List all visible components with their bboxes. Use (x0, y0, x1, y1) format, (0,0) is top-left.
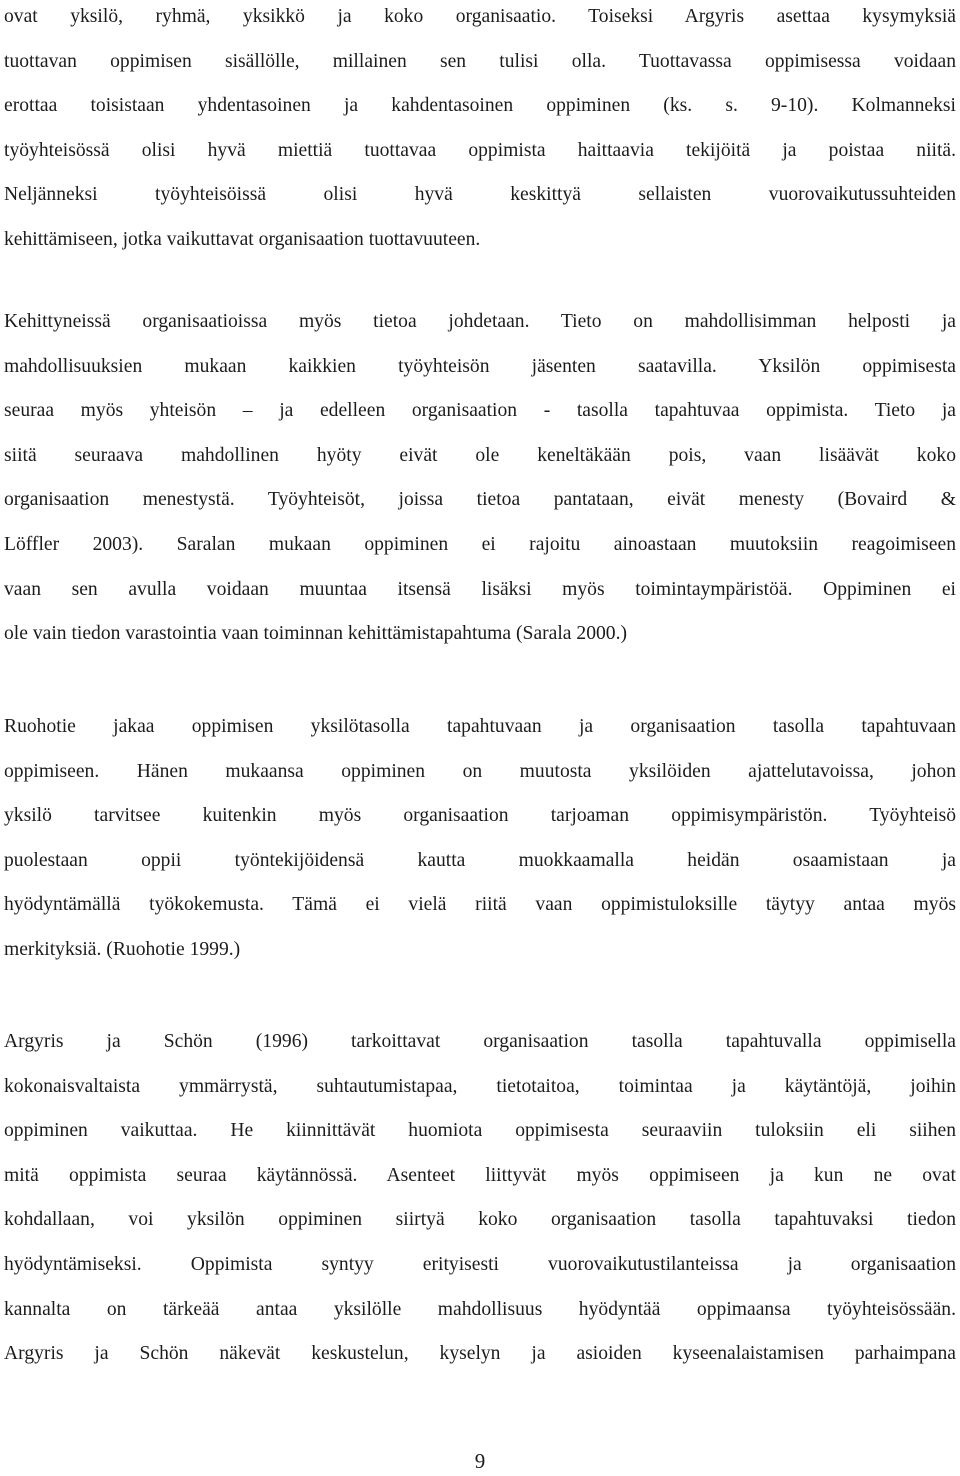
text-line: kannalta on tärkeää antaa yksilölle mahdollisuus hyödyntää oppimaansa työyhteisössään. (4, 1298, 956, 1320)
text-line: siitä seuraava mahdollinen hyöty eivät ole keneltäkään pois, vaan lisäävät koko (4, 444, 956, 466)
text-line: seuraa myös yhteisön – ja edelleen organisaation - tasolla tapahtuvaa oppimista. Tieto ja (4, 400, 956, 422)
text-line: oppimiseen. Hänen mukaansa oppiminen on muutosta yksilöiden ajattelutavoissa, johon (4, 760, 956, 782)
text-line: erottaa toisistaan yhdentasoinen ja kahdentasoinen oppiminen (ks. s. 9-10). Kolmanneksi (4, 95, 956, 117)
text-line: työyhteisössä olisi hyvä miettiä tuottavaa oppimista haittaavia tekijöitä ja poistaa niitä. (4, 139, 956, 161)
text-line: mitä oppimista seuraa käytännössä. Asenteet liittyvät myös oppimiseen ja kun ne ovat (4, 1164, 956, 1186)
page-number: 9 (474, 1449, 486, 1473)
text-line: ovat yksilö, ryhmä, yksikkö ja koko organisaatio. Toiseksi Argyris asettaa kysymyksiä (4, 6, 956, 27)
text-line: vaan sen avulla voidaan muuntaa itsensä lisäksi myös toimintaympäristöä. Oppiminen ei (4, 578, 956, 600)
text-line: merkityksiä. (Ruohotie 1999.) (4, 938, 241, 960)
text-line: hyödyntämiseksi. Oppimista syntyy erityisesti vuorovaikutustilanteissa ja organisaation (4, 1253, 956, 1275)
text-line: ole vain tiedon varastointia vaan toiminnan kehittämistapahtuma (Sarala 2000.) (4, 623, 628, 645)
text-line: kohdallaan, voi yksilön oppiminen siirtyä koko organisaation tasolla tapahtuvaksi tiedon (4, 1209, 956, 1231)
text-line: kehittämiseen, jotka vaikuttavat organisaation tuottavuuteen. (4, 228, 481, 250)
text-line: puolestaan oppii työntekijöidensä kautta muokkaamalla heidän osaamistaan ja (4, 849, 956, 871)
text-line: yksilö tarvitsee kuitenkin myös organisaation tarjoaman oppimisympäristön. Työyhteisö (4, 805, 956, 827)
text-line: mahdollisuuksien mukaan kaikkien työyhteisön jäsenten saatavilla. Yksilön oppimisesta (4, 355, 956, 377)
paragraph-2 (4, 300, 956, 657)
paragraph-1 (4, 0, 956, 263)
text-line: tuottavan oppimisen sisällölle, millainen sen tulisi olla. Tuottavassa oppimisessa voidaan (4, 50, 956, 72)
text-line: Argyris ja Schön näkevät keskustelun, kyselyn ja asioiden kyseenalaistamisen parhaimpana (4, 1343, 956, 1365)
paragraph-3 (4, 705, 956, 973)
text-line: Kehittyneissä organisaatioissa myös tietoa johdetaan. Tieto on mahdollisimman helposti ja (4, 311, 956, 332)
text-line: Löffler 2003). Saralan mukaan oppiminen ei rajoitu ainoastaan muutoksiin reagoimiseen (4, 533, 956, 555)
paragraph-4 (4, 1020, 956, 1377)
text-line: hyödyntämällä työkokemusta. Tämä ei vielä riitä vaan oppimistuloksille täytyy antaa myös (4, 894, 956, 916)
text-line: oppiminen vaikuttaa. He kiinnittävät huomiota oppimisesta seuraaviin tuloksiin eli siihen (4, 1120, 956, 1142)
text-line: organisaation menestystä. Työyhteisöt, joissa tietoa pantataan, eivät menesty (Bovaird & (4, 489, 956, 511)
text-line: kokonaisvaltaista ymmärrystä, suhtautumistapaa, tietotaitoa, toimintaa ja käytäntöjä, joihin (4, 1075, 956, 1097)
text-line: Neljänneksi työyhteisöissä olisi hyvä keskittyä sellaisten vuorovaikutussuhteiden (4, 184, 956, 206)
text-line: Argyris ja Schön (1996) tarkoittavat organisaation tasolla tapahtuvalla oppimisella (4, 1031, 956, 1052)
text-line: Ruohotie jakaa oppimisen yksilötasolla tapahtuvaan ja organisaation tasolla tapahtuvaan (4, 716, 956, 737)
